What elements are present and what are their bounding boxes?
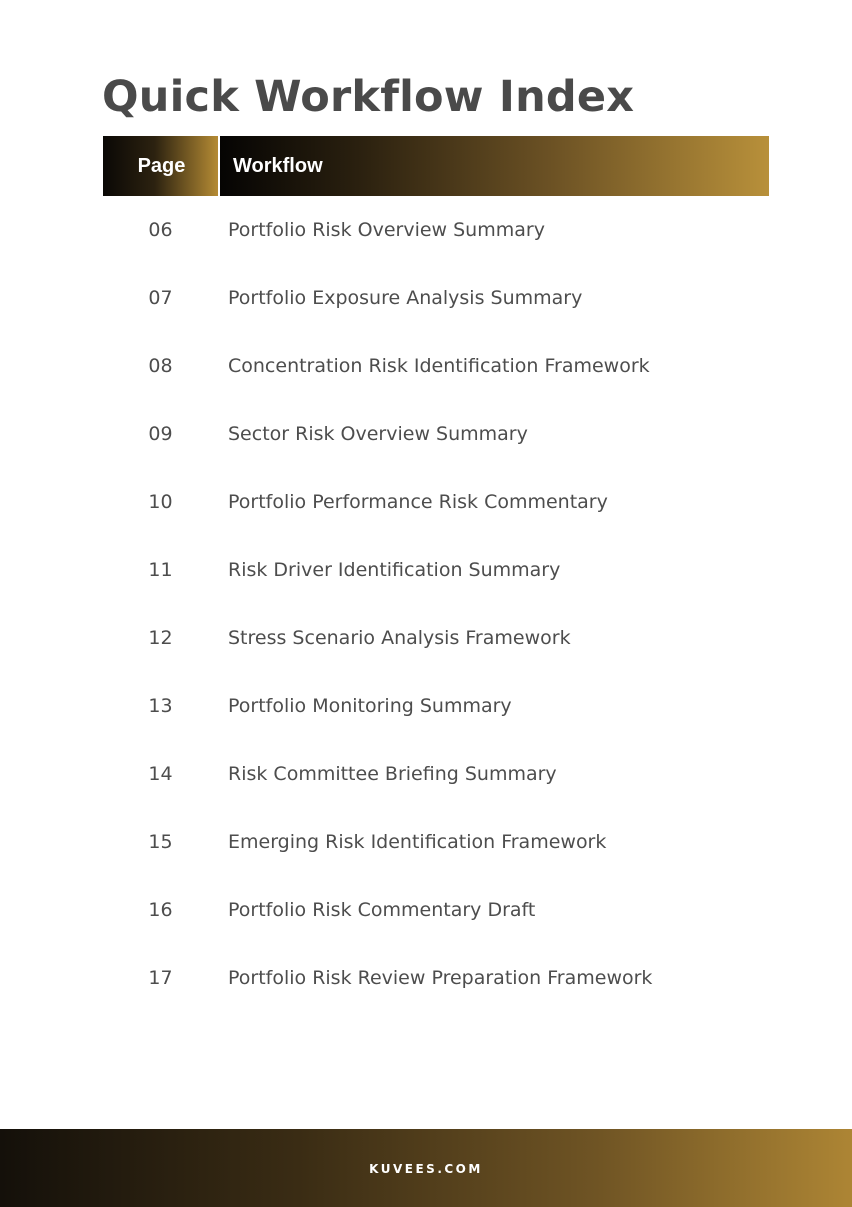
table-row[interactable] xyxy=(103,808,769,876)
row-workflow-name: Concentration Risk Identification Framework xyxy=(228,355,650,377)
row-page-number: 08 xyxy=(148,355,173,377)
table-header-row xyxy=(103,136,769,196)
column-header-workflow: Workflow xyxy=(220,136,769,196)
table-row[interactable] xyxy=(103,876,769,944)
row-page-number: 17 xyxy=(148,967,173,989)
table-row[interactable] xyxy=(103,944,769,1012)
workflow-index-rows xyxy=(103,196,769,1012)
row-workflow-name: Portfolio Risk Review Preparation Framework xyxy=(228,967,653,989)
row-page-number: 13 xyxy=(148,695,173,717)
row-workflow-name: Stress Scenario Analysis Framework xyxy=(228,627,571,649)
table-row[interactable] xyxy=(103,264,769,332)
row-page-number: 14 xyxy=(148,763,173,785)
row-page-number: 11 xyxy=(148,559,173,581)
row-workflow-name: Portfolio Performance Risk Commentary xyxy=(228,491,608,513)
row-page-number: 15 xyxy=(148,831,173,853)
row-page-number: 09 xyxy=(148,423,173,445)
row-workflow-name: Risk Driver Identification Summary xyxy=(228,559,561,581)
table-row[interactable] xyxy=(103,740,769,808)
row-workflow-name: Portfolio Risk Overview Summary xyxy=(228,219,545,241)
footer-bar xyxy=(0,1129,852,1207)
row-page-number: 12 xyxy=(148,627,173,649)
page-title: Quick Workflow Index xyxy=(102,72,635,122)
workflow-index-table-header xyxy=(103,136,769,196)
row-workflow-name: Emerging Risk Identification Framework xyxy=(228,831,607,853)
row-workflow-name: Sector Risk Overview Summary xyxy=(228,423,528,445)
table-row[interactable] xyxy=(103,196,769,264)
footer-website-link[interactable]: KUVEES.COM xyxy=(369,1162,483,1176)
table-row[interactable] xyxy=(103,400,769,468)
table-row[interactable] xyxy=(103,604,769,672)
table-row[interactable] xyxy=(103,468,769,536)
row-page-number: 06 xyxy=(148,219,173,241)
table-row[interactable] xyxy=(103,672,769,740)
row-page-number: 10 xyxy=(148,491,173,513)
row-page-number: 16 xyxy=(148,899,173,921)
row-workflow-name: Portfolio Exposure Analysis Summary xyxy=(228,287,583,309)
row-workflow-name: Portfolio Risk Commentary Draft xyxy=(228,899,536,921)
row-workflow-name: Risk Committee Briefing Summary xyxy=(228,763,557,785)
table-row[interactable] xyxy=(103,536,769,604)
table-row[interactable] xyxy=(103,332,769,400)
column-header-page: Page xyxy=(103,136,218,196)
row-workflow-name: Portfolio Monitoring Summary xyxy=(228,695,512,717)
row-page-number: 07 xyxy=(148,287,173,309)
